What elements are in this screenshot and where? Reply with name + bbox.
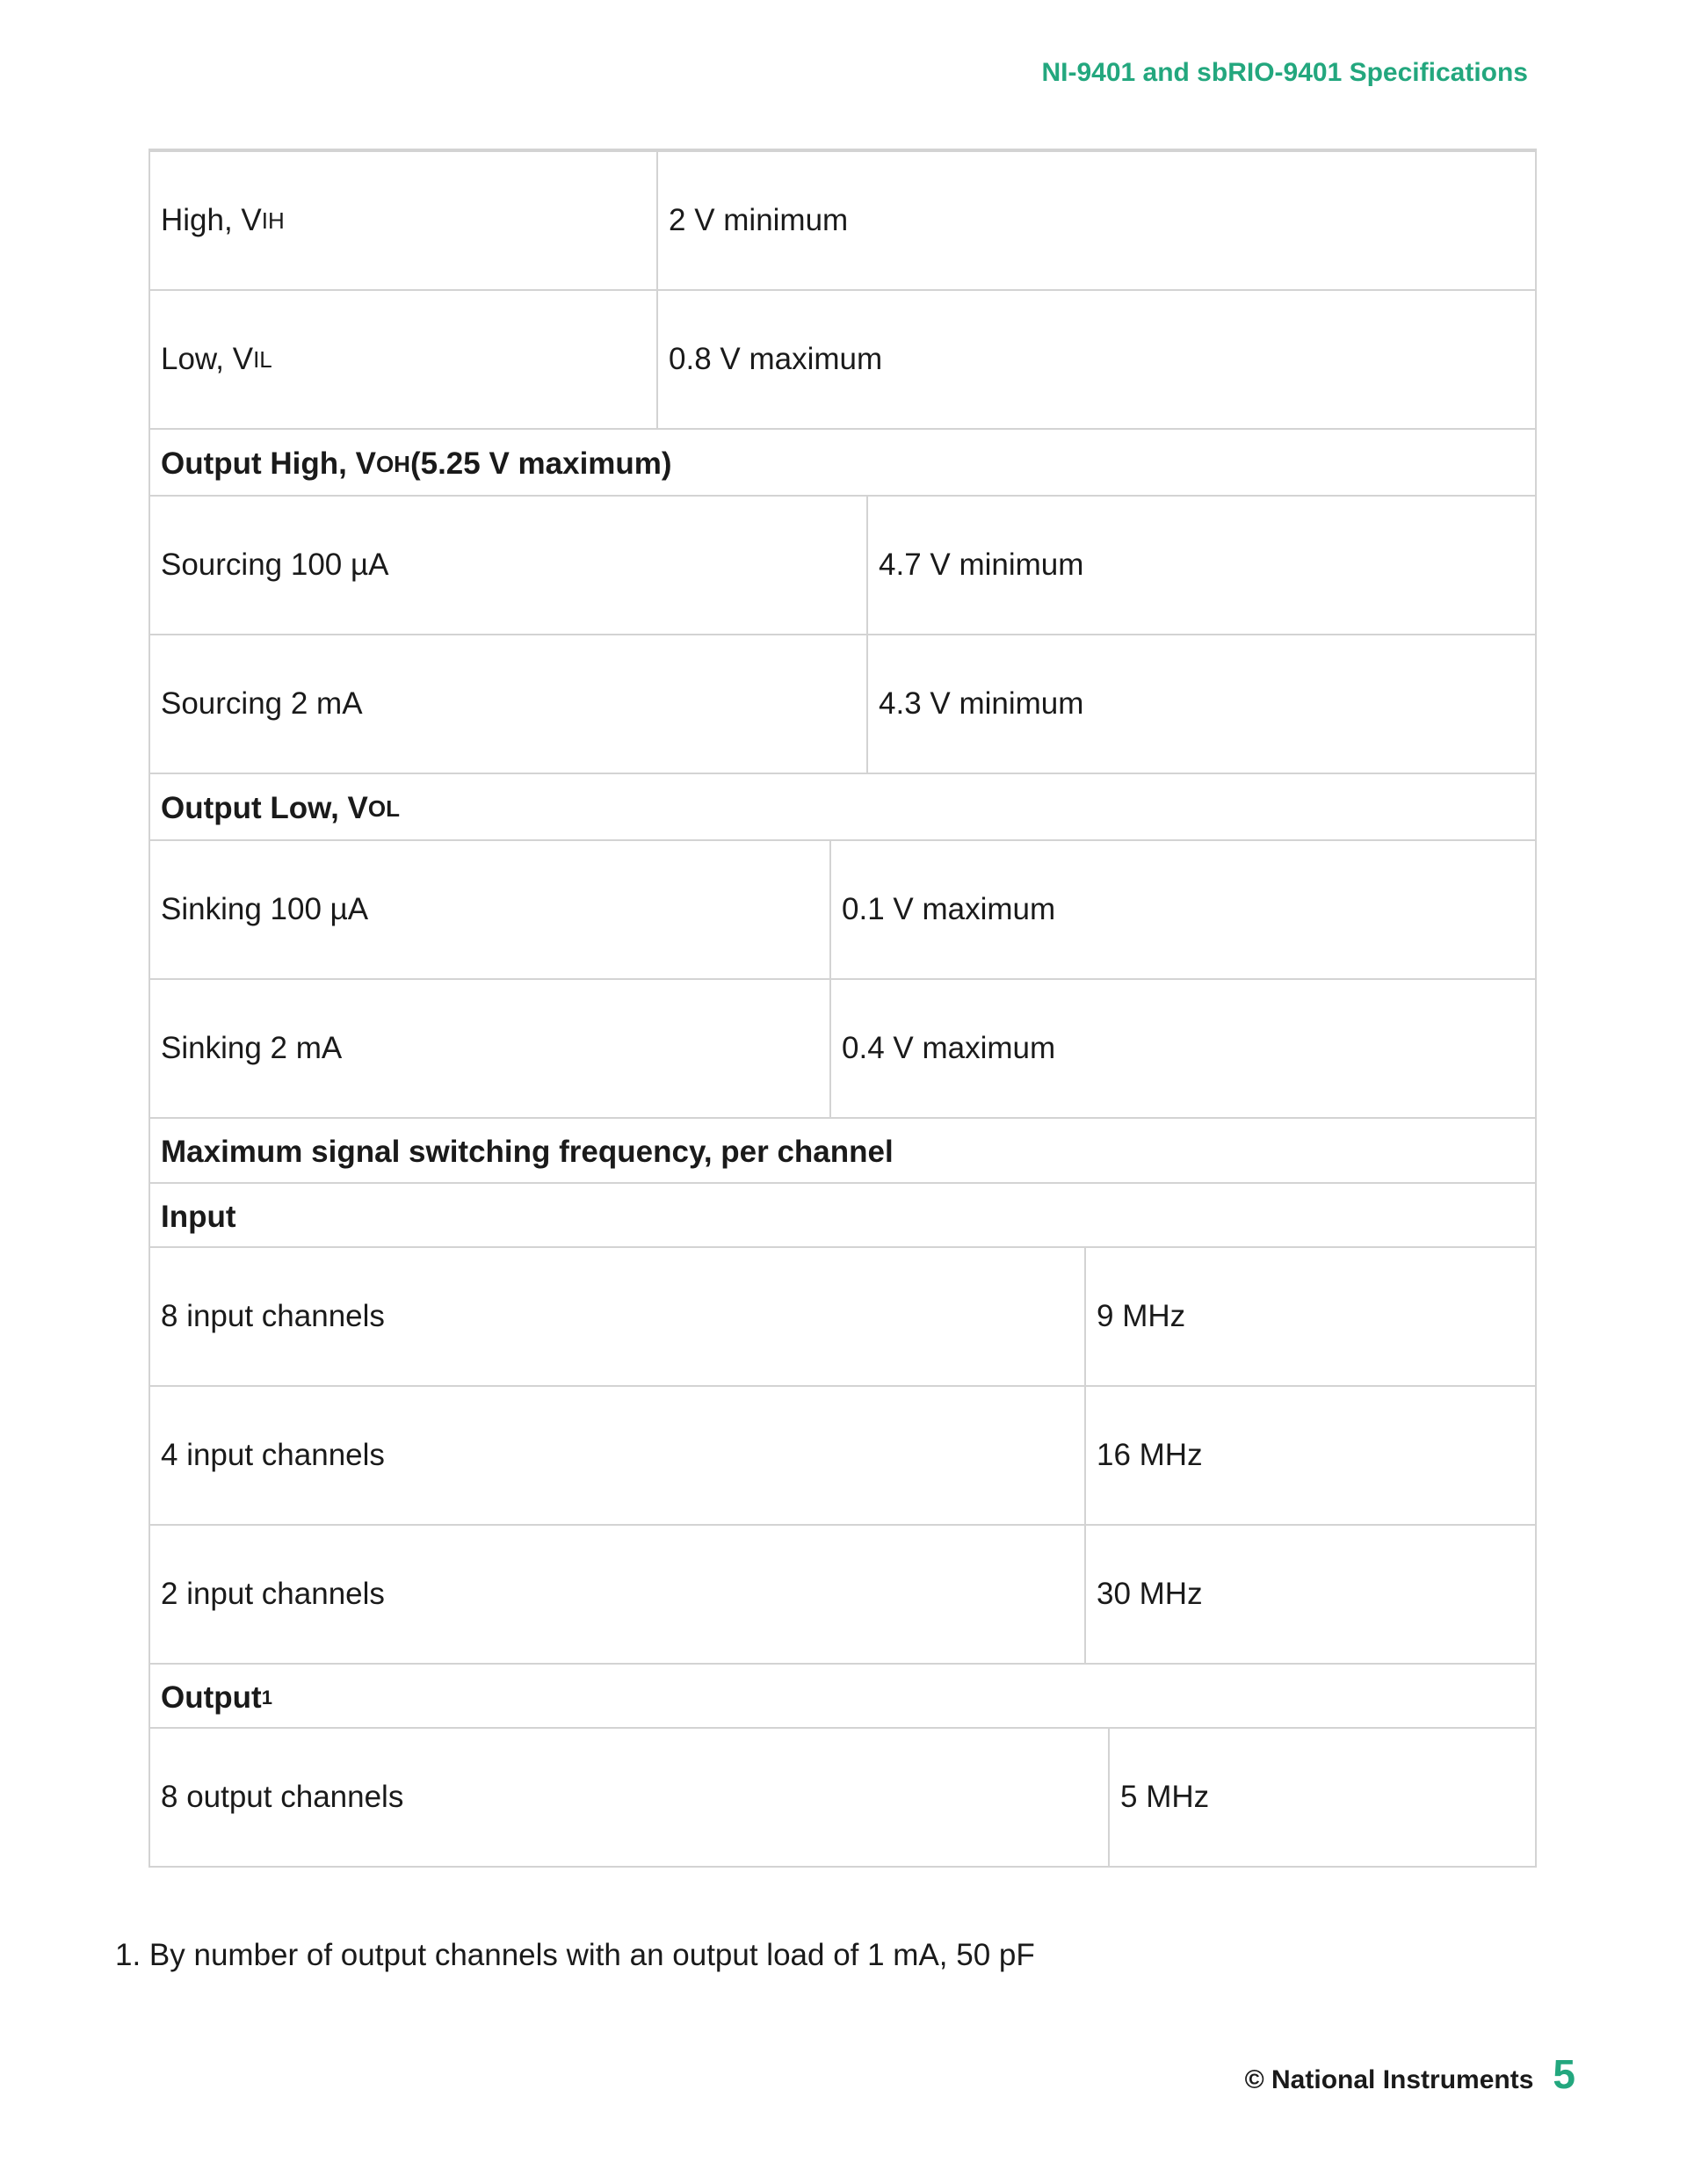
row-label: 4 input channels (161, 1438, 385, 1472)
section-label: Maximum signal switching frequency, per channel (161, 1135, 894, 1169)
table-section-heading (148, 1119, 1537, 1184)
footnote: 1. By number of output channels with an output load of 1 mA, 50 pF (115, 1938, 1035, 1972)
table-row (148, 291, 1537, 430)
table-section-heading (148, 430, 1537, 497)
section-label: Output Low, V OL (161, 791, 400, 825)
row-label: Sinking 2 mA (161, 1031, 343, 1065)
table-row (148, 841, 1537, 980)
row-label: Sinking 100 µA (161, 892, 369, 926)
row-label: 2 input channels (161, 1577, 385, 1611)
table-row (148, 152, 1537, 291)
row-value: 0.4 V maximum (829, 980, 1055, 1117)
table-row (148, 1729, 1537, 1868)
section-label: Output 1 (161, 1680, 272, 1715)
row-value: 4.3 V minimum (866, 635, 1083, 773)
copyright-notice: © National Instruments (1244, 2065, 1534, 2094)
table-section-heading (148, 1665, 1537, 1729)
row-label: Sourcing 100 µA (161, 548, 389, 582)
row-value: 2 V minimum (656, 152, 848, 289)
row-label: 8 output channels (161, 1780, 404, 1814)
row-value: 16 MHz (1084, 1387, 1203, 1524)
table-section-heading (148, 774, 1537, 841)
row-value: 9 MHz (1084, 1248, 1185, 1385)
row-label: 8 input channels (161, 1299, 385, 1333)
document-header-title: NI-9401 and sbRIO-9401 Specifications (1041, 58, 1528, 87)
row-label: Low, V IL (161, 342, 272, 376)
row-value: 0.1 V maximum (829, 841, 1055, 978)
row-value: 0.8 V maximum (656, 291, 882, 428)
table-row (148, 1526, 1537, 1665)
table-row (148, 980, 1537, 1119)
page-footer (1245, 2050, 1575, 2098)
row-label: High, V IH (161, 203, 285, 237)
row-value: 4.7 V minimum (866, 497, 1083, 634)
table-row (148, 635, 1537, 774)
table-row (148, 1248, 1537, 1387)
row-value: 5 MHz (1108, 1729, 1209, 1866)
footnote-marker[interactable]: 1 (261, 1686, 272, 1709)
table-row (148, 1387, 1537, 1526)
table-row (148, 497, 1537, 635)
table-section-heading (148, 1184, 1537, 1248)
section-label: Input (161, 1199, 236, 1234)
section-label: Output High, V OH (5.25 V maximum) (161, 446, 672, 481)
row-value: 30 MHz (1084, 1526, 1203, 1663)
specifications-table (148, 149, 1537, 1868)
page-number: 5 (1553, 2051, 1575, 2097)
row-label: Sourcing 2 mA (161, 686, 363, 721)
